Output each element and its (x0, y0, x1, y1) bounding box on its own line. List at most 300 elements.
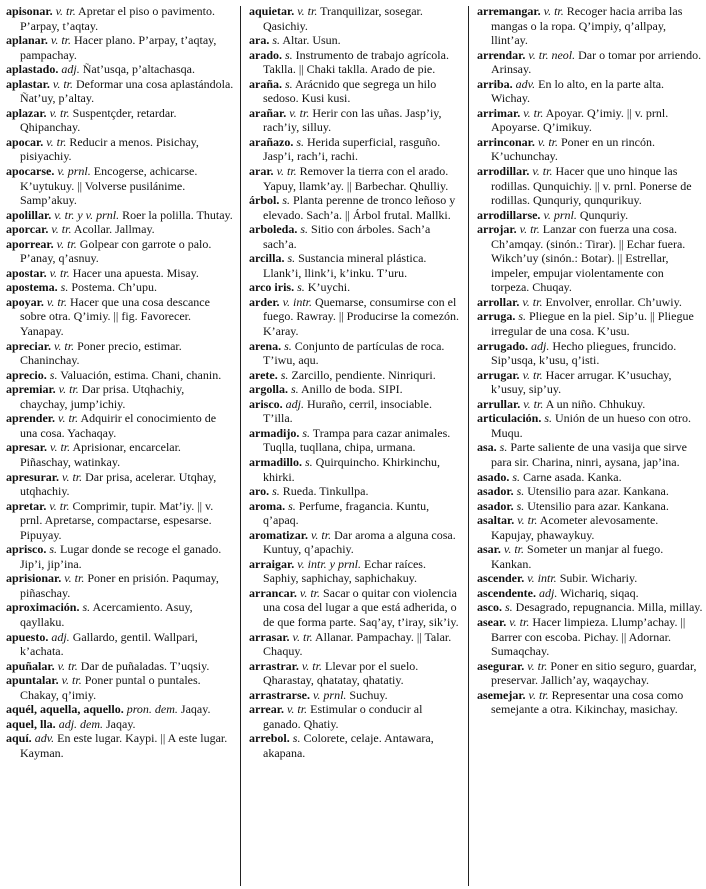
dictionary-entry (249, 557, 463, 586)
entry-grammar: s. (49, 367, 58, 382)
entry-grammar: v. tr. (49, 265, 70, 280)
dictionary-entry (249, 397, 463, 426)
entry-grammar: s. (505, 600, 513, 615)
entry-definition: Poner puntal o puntales. Chakay, q’imiy. (20, 673, 201, 702)
entry-headword: asaltar. (477, 513, 515, 528)
dictionary-entry (477, 571, 703, 586)
entry-headword: arrugado. (477, 338, 528, 353)
entry-headword: arremangar. (477, 4, 541, 18)
entry-definition: Quemarse, consumirse con el fuego. Rawray. || Producirse la comezón. K’aray. (263, 294, 459, 339)
entry-headword: apisonar. (6, 4, 53, 18)
dictionary-entry (6, 542, 234, 571)
entry-grammar: v. tr. (55, 4, 76, 18)
entry-grammar: s. (280, 367, 289, 382)
entry-grammar: adj. dem. (58, 716, 104, 731)
entry-headword: apuñalar. (6, 658, 55, 673)
entry-headword: arrancar. (249, 585, 297, 600)
entry-definition: Hacer limpieza. Llump’achay. || Barrer con escoba. Pichay. || Adornar. Sumaqchay. (491, 614, 686, 659)
entry-headword: aquí. (6, 731, 32, 746)
entry-headword: arrodillar. (477, 164, 530, 179)
entry-grammar: v. prnl. (57, 164, 91, 179)
dictionary-entry (6, 440, 234, 469)
entry-headword: asegurar. (477, 658, 525, 673)
dictionary-entry (477, 208, 703, 223)
entry-grammar: s. (300, 222, 309, 237)
dictionary-entry (6, 600, 234, 629)
entry-definition: Llevar por el suelo. Qharastay, qhatatay, qhatatiy. (263, 658, 419, 688)
entry-grammar: s. (60, 280, 69, 295)
entry-grammar: v. tr. (56, 236, 77, 251)
entry-definition: Suspentçder, retardar. Qhipanchay. (20, 105, 177, 135)
entry-grammar: v. tr. (51, 222, 72, 237)
entry-headword: apuesto. (6, 629, 49, 644)
entry-headword: aprisco. (6, 542, 47, 557)
entry-definition: En lo alto, en la parte alta. Wichay. (491, 76, 665, 106)
entry-grammar: v. tr. (50, 33, 72, 48)
entry-headword: asador. (477, 498, 514, 513)
entry-definition: Utensilio para azar. Kankana. (527, 484, 669, 499)
entry-grammar: v. tr. (532, 164, 553, 179)
entry-headword: arañazo. (249, 134, 294, 149)
entry-definition: Postema. Ch’upu. (71, 280, 158, 295)
entry-grammar: v. tr. (46, 294, 68, 309)
entry-definition: Herida superficial, rasguño. Jasp’i, rach’i, rachi. (263, 134, 441, 164)
entry-headword: arrasar. (249, 629, 290, 644)
entry-grammar: v. intr. (282, 294, 313, 309)
entry-headword: asear. (477, 614, 507, 629)
entry-headword: asador. (477, 484, 514, 499)
dictionary-entry (249, 382, 463, 397)
entry-definition: Anillo de boda. SIPI. (301, 382, 403, 397)
entry-grammar: s. (302, 425, 310, 440)
entry-definition: Apretar el piso o pavimento. P’arpay, t’aqtay. (20, 4, 215, 33)
entry-definition: Trampa para cazar animales. Tuqlla, tuqllana, chipa, urmana. (263, 425, 451, 455)
entry-grammar: v. tr. (537, 134, 558, 149)
entry-definition: Tranquilizar, sosegar. Qasichiy. (263, 4, 423, 33)
entry-headword: argolla. (249, 382, 288, 397)
dictionary-entry (249, 106, 463, 135)
entry-grammar: v. tr. y v. prnl. (54, 207, 120, 222)
dictionary-entry (6, 499, 234, 543)
entry-definition: Dar aroma a alguna cosa. Kuntuy, q’apachiy. (263, 527, 456, 557)
entry-definition: Arácnido que segrega un hilo sedoso. Kusi kusi. (263, 76, 437, 106)
entry-grammar: s. (272, 484, 280, 499)
dictionary-entry (249, 731, 463, 760)
dictionary-entry (477, 411, 703, 440)
entry-definition: Poner en sitio seguro, guardar, preservar. Jallich’ay, waqaychay. (491, 658, 697, 688)
entry-definition: Huraño, cerril, insociable. T’illa. (263, 396, 432, 426)
column-3 (477, 4, 703, 717)
entry-definition: Echar raíces. Saphiy, saphichay, saphichakuy. (263, 556, 426, 586)
dictionary-entry (249, 48, 463, 77)
entry-definition: Hacer que una cosa descance sobre otra. Q’imiy. || fig. Favorecer. Yanapay. (20, 294, 210, 339)
entry-grammar: s. (512, 469, 521, 484)
dictionary-entry (6, 368, 234, 383)
entry-headword: arder. (249, 294, 280, 309)
dictionary-entry (477, 659, 703, 688)
entry-grammar: v. tr. (50, 440, 71, 455)
entry-definition: Lugar donde se recoge el ganado. Jip’i, jip’ina. (20, 542, 222, 571)
entry-headword: apostema. (6, 280, 58, 295)
entry-headword: arrimar. (477, 105, 521, 120)
dictionary-entry (249, 280, 463, 295)
entry-grammar: adj. (61, 62, 80, 77)
entry-definition: Acollar. Jallmay. (73, 222, 155, 237)
dictionary-entry (477, 339, 703, 368)
entry-grammar: pron. dem. (126, 702, 178, 717)
dictionary-entry (249, 586, 463, 630)
entry-grammar: s. (499, 440, 508, 455)
entry-headword: aromatizar. (249, 527, 308, 542)
entry-headword: aprecio. (6, 367, 47, 382)
dictionary-entry (6, 33, 234, 62)
entry-headword: arboleda. (249, 222, 298, 237)
dictionary-entry (477, 368, 703, 397)
dictionary-entry (6, 4, 234, 33)
entry-definition: Carne asada. Kanka. (523, 469, 622, 484)
entry-headword: arrodillarse. (477, 207, 541, 222)
entry-grammar: adj. (51, 629, 70, 644)
entry-headword: apresurar. (6, 469, 60, 484)
dictionary-entry (249, 455, 463, 484)
dictionary-entry (477, 615, 703, 659)
entry-grammar: v. tr. (287, 702, 308, 717)
entry-grammar: s. (291, 382, 299, 397)
entry-definition: Someter un manjar al fuego. Kankan. (491, 542, 664, 571)
entry-headword: asa. (477, 440, 497, 455)
entry-definition: Wichariq, siqaq. (560, 585, 639, 600)
entry-definition: Remover la tierra con el arado. Yapuy, llamk’ay. || Barbechar. Qhulliy. (263, 164, 449, 193)
entry-definition: Unión de un hueso con otro. Muqu. (491, 411, 691, 440)
dictionary-entry (249, 77, 463, 106)
entry-grammar: v. tr. (292, 629, 313, 644)
entry-grammar: v. tr. (503, 542, 525, 557)
dictionary-entry (6, 382, 234, 411)
dictionary-entry (477, 295, 703, 310)
entry-grammar: v. tr. (528, 687, 549, 702)
entry-definition: Desagrado, repugnancia. Milla, millay. (515, 600, 703, 615)
entry-grammar: v. prnl. (312, 687, 347, 702)
dictionary-entry (6, 266, 234, 281)
entry-definition: Acometer alevosamente. Kapujay, phawaykuy. (491, 513, 659, 542)
dictionary-entry (249, 251, 463, 280)
dictionary-entry (6, 280, 234, 295)
entry-headword: arete. (249, 367, 278, 382)
entry-definition: Quirquincho. Khirkinchu, khirki. (263, 454, 440, 484)
entry-definition: Conjunto de partículas de roca. T’iwu, aqu. (263, 338, 445, 368)
entry-grammar: s. (288, 498, 296, 513)
entry-headword: arrastrar. (249, 658, 299, 673)
entry-definition: Dar de puñaladas. T’uqsiy. (80, 658, 210, 673)
entry-grammar: v. tr. (58, 411, 79, 426)
entry-headword: armadillo. (249, 454, 302, 469)
entry-definition: Poner precio, estimar. Chaninchay. (20, 338, 182, 368)
dictionary-entry (477, 309, 703, 338)
entry-definition: Aprisionar, encarcelar. Piñaschay, watinkay. (20, 440, 181, 469)
entry-definition: Sitio con árboles. Sach’a sach’a. (263, 222, 431, 251)
dictionary-entry (477, 135, 703, 164)
column-divider (240, 6, 241, 886)
dictionary-entry (477, 48, 703, 77)
entry-definition: Hacer arrugar. K’usuchay, k’usuy, sip’uy. (491, 367, 672, 397)
entry-headword: aplastado. (6, 62, 59, 77)
dictionary-entry (477, 222, 703, 295)
dictionary-entry (6, 339, 234, 368)
entry-headword: arco iris. (249, 280, 295, 295)
entry-definition: Herir con las uñas. Jasp’iy, rach’iy, silluy. (263, 105, 442, 135)
dictionary-entry (6, 295, 234, 339)
entry-definition: Poner en un rincón. K’uchunchay. (491, 134, 655, 164)
entry-headword: armadijo. (249, 425, 300, 440)
entry-definition: Recoger hacia arriba las mangas o la ropa. Q’impiy, q’allpay, llint’ay. (491, 4, 683, 48)
entry-definition: Valuación, estima. Chani, chanin. (60, 367, 222, 382)
entry-grammar: v. tr. (517, 513, 538, 528)
dictionary-entry (477, 484, 703, 499)
dictionary-entry (6, 222, 234, 237)
dictionary-entry (477, 600, 703, 615)
entry-grammar: v. tr. (57, 658, 78, 673)
dictionary-entry (6, 702, 234, 717)
dictionary-entry (249, 222, 463, 251)
entry-definition: Suchuy. (349, 687, 388, 702)
entry-definition: Altar. Usun. (282, 33, 341, 48)
entry-headword: apostar. (6, 265, 47, 280)
entry-grammar: v. tr. (64, 571, 85, 586)
dictionary-entry (249, 4, 463, 33)
entry-definition: Sacar o quitar con violencia una cosa del lugar a que está adherida, o de que forma parte. Saq’ay, t’iray, sik’iy. (263, 585, 459, 629)
dictionary-entry (249, 164, 463, 193)
entry-grammar: v. tr. (522, 367, 543, 382)
entry-headword: aquietar. (249, 4, 295, 18)
entry-grammar: v. tr. (527, 658, 548, 673)
dictionary-entry (249, 33, 463, 48)
entry-headword: aporcar. (6, 222, 49, 237)
entry-grammar: s. (282, 193, 291, 208)
entry-headword: aprender. (6, 411, 56, 426)
entry-headword: arrugar. (477, 367, 520, 382)
dictionary-page (6, 4, 702, 886)
entry-headword: aproximación. (6, 600, 80, 615)
dictionary-entry (477, 106, 703, 135)
entry-grammar: v. tr. (62, 469, 83, 484)
entry-grammar: v. intr. y prnl. (297, 556, 361, 571)
entry-grammar: v. tr. (58, 382, 79, 397)
entry-grammar: s. (272, 33, 280, 48)
entry-grammar: v. tr. (522, 294, 543, 309)
entry-headword: apoyar. (6, 294, 44, 309)
entry-definition: K’uychi. (307, 280, 351, 295)
entry-definition: Acercamiento. Asuy, qayllaku. (20, 600, 193, 629)
entry-grammar: adj. (539, 585, 558, 600)
entry-headword: ara. (249, 33, 270, 48)
entry-grammar: s. (284, 338, 292, 353)
dictionary-entry (477, 513, 703, 542)
entry-headword: articulación. (477, 411, 542, 426)
entry-definition: Hacer plano. P’arpay, t’aqtay, pampachay. (20, 33, 217, 62)
entry-definition: Comprimir, tupir. Mat’iy. || v. prnl. Apretarse, compactarse, espesarse. Pipuyay. (20, 498, 214, 542)
dictionary-entry (477, 586, 703, 601)
entry-definition: Poner en prisión. Paqumay, piñaschay. (20, 571, 219, 600)
entry-headword: arcilla. (249, 251, 285, 266)
entry-definition: Hacer una apuesta. Misay. (72, 265, 199, 280)
entry-grammar: v. tr. (297, 4, 318, 18)
entry-headword: arrendar. (477, 47, 526, 62)
entry-definition: Utensilio para azar. Kankana. (527, 498, 669, 513)
dictionary-entry (249, 659, 463, 688)
entry-definition: A un niño. Chhukuy. (545, 396, 646, 411)
dictionary-entry (6, 659, 234, 674)
dictionary-entry (477, 499, 703, 514)
entry-headword: aporrear. (6, 236, 54, 251)
entry-headword: arrastrarse. (249, 687, 310, 702)
entry-grammar: adv. (34, 731, 55, 746)
entry-definition: Ñat’usqa, p’altachasqa. (82, 62, 195, 77)
entry-grammar: v. tr. (49, 105, 70, 120)
dictionary-entry (477, 688, 703, 717)
dictionary-entry (477, 77, 703, 106)
entry-definition: Deformar una cosa aplastándola. Ñat’uy, p’altay. (20, 76, 234, 106)
dictionary-entry (249, 688, 463, 703)
dictionary-entry (249, 339, 463, 368)
entry-definition: Dar prisa, acelerar. Utqhay, utqhachiy. (20, 469, 217, 499)
dictionary-entry (249, 702, 463, 731)
entry-grammar: v. tr. (52, 76, 74, 91)
entry-grammar: s. (305, 454, 313, 469)
dictionary-entry (6, 164, 234, 208)
entry-headword: arriba. (477, 76, 513, 91)
entry-grammar: v. tr. neol. (528, 47, 576, 62)
entry-grammar: v. tr. (54, 338, 75, 353)
entry-headword: apretar. (6, 498, 47, 513)
entry-headword: arruga. (477, 309, 516, 324)
entry-headword: asado. (477, 469, 510, 484)
dictionary-entry (6, 673, 234, 702)
dictionary-entry (249, 193, 463, 222)
dictionary-entry (249, 499, 463, 528)
entry-headword: apremiar. (6, 382, 56, 397)
dictionary-entry (6, 208, 234, 223)
entry-grammar: v. intr. (527, 571, 557, 586)
dictionary-entry (477, 440, 703, 469)
entry-grammar: s. (516, 498, 525, 513)
entry-definition: Qunquriy. (579, 207, 629, 222)
entry-grammar: v. tr. (523, 396, 544, 411)
dictionary-entry (249, 135, 463, 164)
entry-headword: arisco. (249, 396, 283, 411)
entry-headword: aroma. (249, 498, 286, 513)
column-1 (6, 4, 234, 760)
entry-definition: Estimular o conducir al ganado. Qhatiy. (263, 702, 423, 731)
entry-grammar: s. (296, 134, 304, 149)
dictionary-entry (6, 411, 234, 440)
entry-grammar: s. (285, 76, 293, 91)
entry-definition: Dar o tomar por arriendo. Arinsay. (491, 47, 702, 77)
dictionary-entry (477, 542, 703, 571)
entry-grammar: v. tr. (301, 658, 322, 673)
entry-definition: Encogerse, achicarse. K’uytukuy. || Volverse pusilánime. Samp’akuy. (20, 164, 198, 208)
dictionary-entry (477, 4, 703, 48)
column-2 (249, 4, 463, 760)
entry-grammar: v. tr. (46, 134, 67, 149)
entry-headword: apresar. (6, 440, 48, 455)
entry-definition: Rueda. Tinkullpa. (282, 484, 369, 499)
entry-headword: árbol. (249, 193, 280, 208)
entry-headword: aplanar. (6, 33, 48, 48)
entry-grammar: s. (49, 542, 58, 557)
entry-headword: apocar. (6, 134, 44, 149)
entry-definition: Perfume, fragancia. Kuntu, q’apaq. (263, 498, 430, 528)
dictionary-entry (6, 571, 234, 600)
entry-definition: Apoyar. Q’imiy. || v. prnl. Apoyarse. Q’imikuy. (491, 105, 669, 135)
entry-definition: Envolver, enrollar. Ch’uwiy. (545, 294, 682, 309)
entry-grammar: s. (287, 251, 296, 266)
entry-definition: Jaqay. (106, 716, 136, 731)
entry-headword: arrullar. (477, 396, 521, 411)
entry-headword: apuntalar. (6, 673, 59, 688)
entry-definition: Dar prisa. Utqhachiy, chaychay, jump’ichiy. (20, 382, 185, 411)
entry-grammar: s. (518, 309, 526, 324)
entry-definition: En este lugar. Kaypi. || A este lugar. Kayman. (20, 731, 228, 760)
entry-definition: Instrumento de trabajo agrícola. Taklla. || Chaki taklla. Arado de pie. (263, 47, 449, 77)
entry-definition: Jaqay. (180, 702, 211, 717)
entry-definition: Parte saliente de una vasija que sirve para sir. Charina, ninri, aysana, jap’ina. (491, 440, 687, 469)
entry-headword: arena. (249, 338, 282, 353)
entry-headword: apolillar. (6, 207, 52, 222)
dictionary-entry (6, 731, 234, 760)
dictionary-entry (6, 106, 234, 135)
dictionary-entry (249, 426, 463, 455)
dictionary-entry (249, 295, 463, 339)
dictionary-entry (6, 630, 234, 659)
entry-grammar: s. (292, 731, 301, 746)
entry-grammar: v. tr. (289, 105, 310, 120)
entry-grammar: v. tr. (523, 105, 544, 120)
entry-headword: aplazar. (6, 105, 47, 120)
entry-definition: Golpear con garrote o palo. P’anay, q’asnuy. (20, 236, 212, 266)
entry-grammar: s. (82, 600, 91, 615)
entry-grammar: v. tr. (299, 585, 320, 600)
entry-definition: Allanar. Pampachay. || Talar. Chaquy. (263, 629, 452, 659)
dictionary-entry (477, 397, 703, 412)
entry-definition: Sustancia mineral plástica. Llank’i, llink’i, k’inku. T’uru. (263, 251, 427, 280)
entry-grammar: adj. (285, 396, 304, 411)
entry-definition: Hecho pliegues, fruncido. Sip’usqa, k’usu, q’isti. (491, 338, 677, 368)
dictionary-entry (249, 484, 463, 499)
entry-definition: Planta perenne de tronco leñoso y elevado. Sach’a. || Árbol frutal. Mallki. (263, 193, 456, 222)
entry-headword: arrojar. (477, 222, 517, 237)
entry-headword: aquel, lla. (6, 716, 56, 731)
entry-definition: Lanzar con fuerza una cosa. Ch’amqay. (sinón.: Tirar). || Echar fuera. Wikch’uy (sinón.: Botar). || Estrellar, impeler, empujar violentamente con torpeza. Chuqay. (491, 222, 686, 295)
entry-grammar: v. prnl. (543, 207, 577, 222)
entry-definition: Zarcillo, pendiente. Ninriquri. (291, 367, 436, 382)
dictionary-entry (6, 717, 234, 732)
entry-headword: ascendente. (477, 585, 536, 600)
entry-headword: aplastar. (6, 76, 50, 91)
entry-headword: araña. (249, 76, 282, 91)
entry-headword: arrear. (249, 702, 284, 717)
entry-definition: Gallardo, gentil. Wallpari, k’achata. (20, 629, 198, 659)
entry-grammar: s. (516, 484, 525, 499)
entry-grammar: v. tr. (276, 164, 297, 179)
entry-headword: ascender. (477, 571, 525, 586)
entry-grammar: v. tr. (61, 673, 82, 688)
entry-grammar: v. tr. (543, 4, 564, 18)
dictionary-entry (477, 164, 703, 208)
entry-grammar: adj. (531, 338, 550, 353)
dictionary-entry (249, 368, 463, 383)
entry-headword: arado. (249, 47, 282, 62)
dictionary-entry (477, 470, 703, 485)
